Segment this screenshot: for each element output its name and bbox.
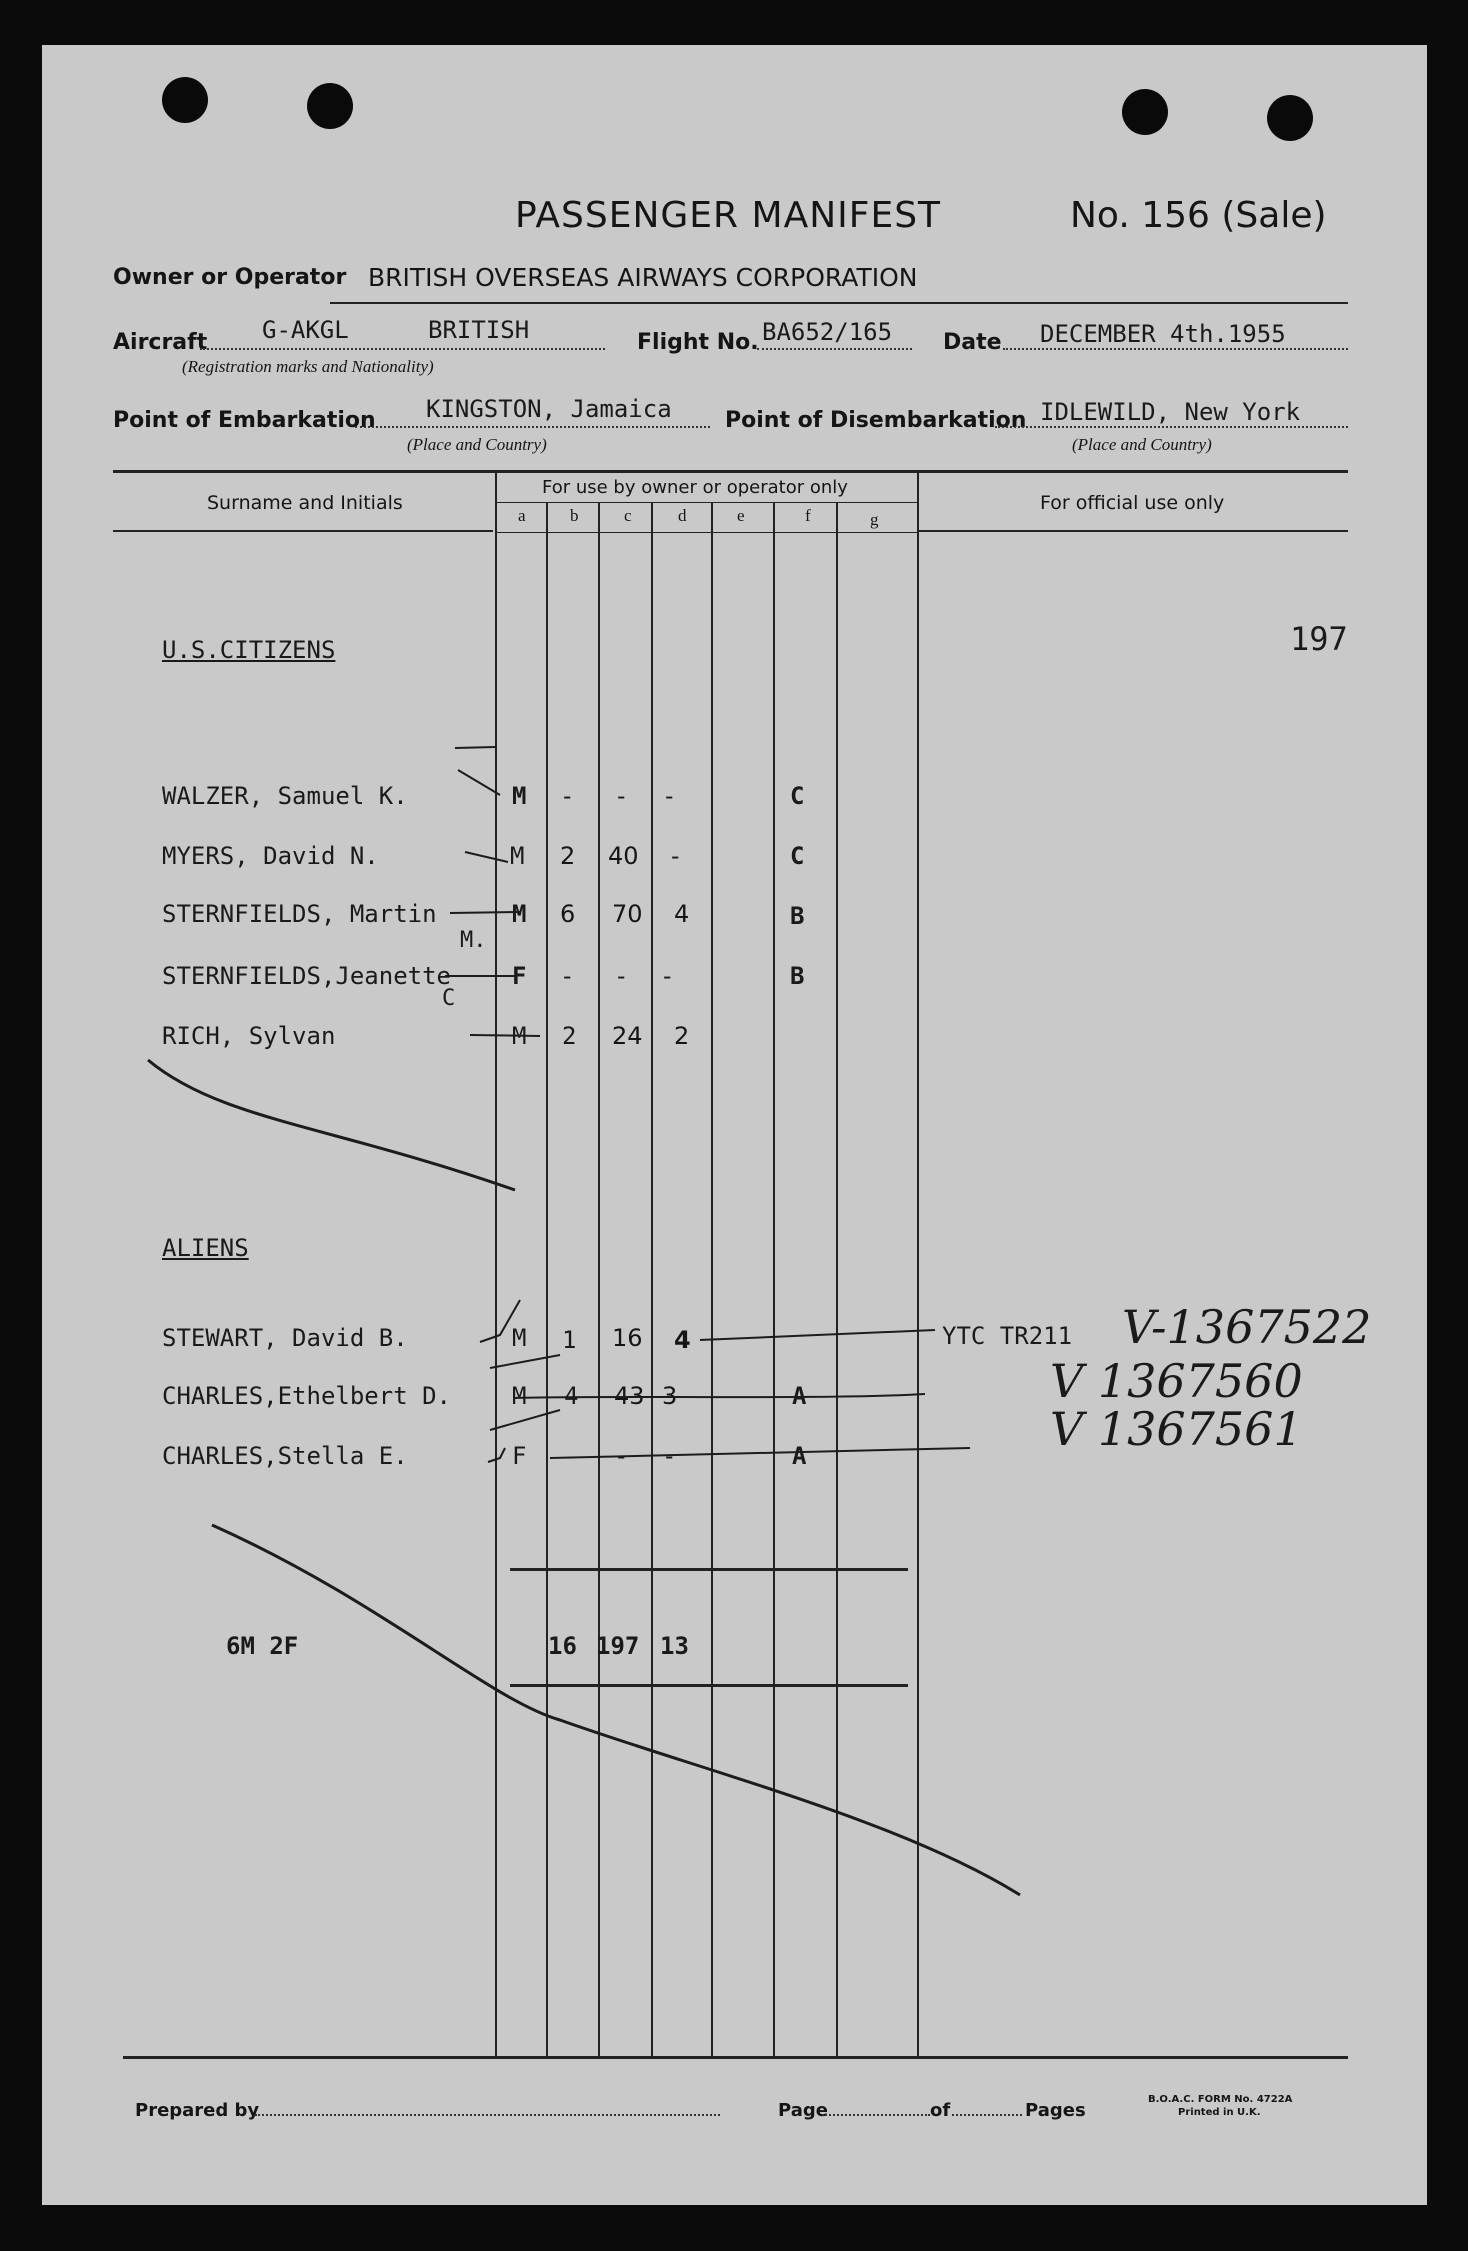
disembark-dots [995,426,1348,428]
prepared-by-label: Prepared by [135,2100,260,2121]
punch-hole [162,77,208,123]
cell-f: A [792,1382,807,1410]
passenger-name: STERNFIELDS,Jeanette [162,962,451,990]
cell-b: - [560,962,575,990]
cell-c: 43 [614,1382,645,1410]
punch-hole [307,83,353,129]
table-header-rule [113,530,493,532]
cell-f: B [790,902,805,930]
cell-f: A [792,1442,807,1470]
aircraft-nationality: BRITISH [428,316,530,344]
cell-b: 4 [564,1382,579,1410]
cell-b: - [564,1442,579,1470]
owner-underline [330,302,1348,304]
col-header-e: e [737,506,745,525]
section-aliens: ALIENS [162,1234,249,1262]
disembark-caption: (Place and Country) [1072,435,1212,454]
cell-c: - [614,962,629,990]
disembark-label: Point of Disembarkation [725,408,1027,433]
cell-b: 1 [562,1326,577,1354]
embark-caption: (Place and Country) [407,435,547,454]
page-label: Page [778,2100,828,2121]
flight-label: Flight No. [637,330,759,355]
totals-bottom-rule [510,1684,908,1687]
cell-a: M [512,900,527,928]
cell-a: M [512,1022,527,1050]
visa-number: V-1367522 [1122,1300,1372,1354]
flight-date: DECEMBER 4th.1955 [1040,320,1286,348]
column-line [495,472,497,2057]
page-dots [822,2114,930,2116]
passenger-name: STEWART, David B. [162,1324,408,1352]
col-header-c: c [624,506,632,525]
visa-number: V 1367561 [1050,1402,1303,1456]
cell-c: - [614,1442,629,1470]
form-number: B.O.A.C. FORM No. 4722A [1148,2094,1293,2105]
punch-hole [1122,89,1168,135]
passenger-name: MYERS, David N. [162,842,379,870]
flight-number: BA652/165 [762,318,893,346]
page-title: PASSENGER MANIFEST [515,195,942,236]
pages-dots [952,2114,1022,2116]
col-header-d: d [678,506,687,525]
total-c: 197 [596,1632,640,1660]
visa-number: V 1367560 [1050,1354,1303,1408]
pages-label: Pages [1025,2100,1086,2121]
cell-a: F [512,962,527,990]
cell-a: M [512,1324,527,1352]
embark-dots [355,426,710,428]
col-header-f: f [805,506,811,525]
col-header-b: b [570,506,579,525]
cell-d: - [662,782,677,810]
owner-use-header: For use by owner or operator only [542,477,848,498]
cell-d: - [660,962,675,990]
name-suffix: C [442,986,456,1011]
total-b: 16 [548,1632,577,1660]
printed-in: Printed in U.K. [1178,2107,1261,2118]
col-header-g: g [870,510,879,529]
disembark-value: IDLEWILD, New York [1040,398,1301,426]
cell-a: F [512,1442,527,1470]
manifest-number: No. 156 (Sale) [1070,195,1327,236]
cell-a: M [510,842,525,870]
official-count: 197 [1290,620,1348,658]
aircraft-registration: G-AKGL [262,316,349,344]
of-label: of [930,2100,951,2121]
aircraft-label: Aircraft [113,330,208,355]
passenger-name: WALZER, Samuel K. [162,782,408,810]
column-line [773,502,775,2057]
cell-c: 16 [612,1324,643,1352]
cell-d: 4 [674,900,690,928]
cell-f: C [790,842,805,870]
prepared-by-dots [255,2114,720,2116]
cell-b: 6 [560,900,576,928]
column-line [917,472,919,2057]
cell-a: M [512,1382,527,1410]
cell-b: 2 [562,1022,577,1050]
col-header-a: a [518,506,526,525]
column-line [598,502,600,2057]
cell-b: - [560,782,575,810]
passenger-name: CHARLES,Ethelbert D. [162,1382,451,1410]
owner-label: Owner or Operator [113,265,347,290]
date-label: Date [943,330,1002,355]
passenger-name: RICH, Sylvan [162,1022,336,1050]
aircraft-dots [200,348,605,350]
cell-b: 2 [560,842,576,870]
official-header: For official use only [1040,492,1225,514]
embark-label: Point of Embarkation [113,408,376,433]
totals-top-rule [510,1568,908,1571]
column-line [651,502,653,2057]
section-us-citizens: U.S.CITIZENS [162,636,336,664]
name-suffix: M. [460,928,487,953]
cell-d: - [662,1442,677,1470]
passenger-name: STERNFIELDS, Martin [162,900,437,928]
flight-dots [757,348,912,350]
passenger-name: CHARLES,Stella E. [162,1442,408,1470]
punch-hole [1267,95,1313,141]
table-top-rule [113,470,1348,473]
cell-d: - [668,842,683,870]
cell-a: M [512,782,527,810]
cell-c: 24 [612,1022,643,1050]
cell-d: 2 [674,1022,690,1050]
date-dots [1003,348,1348,350]
column-line [836,502,838,2057]
cell-c: 40 [608,842,639,870]
totals-label: 6M 2F [226,1632,299,1660]
table-header-rule [918,530,1348,532]
surname-header: Surname and Initials [207,492,403,514]
aircraft-caption: (Registration marks and Nationality) [182,357,434,376]
subheader-rule [495,532,917,533]
cell-f: B [790,962,805,990]
owner-value: BRITISH OVERSEAS AIRWAYS CORPORATION [368,263,918,292]
cell-f: C [790,782,805,810]
embark-value: KINGSTON, Jamaica [426,395,672,423]
cell-c: 70 [612,900,643,928]
official-stamp: YTC TR211 [942,1322,1073,1350]
subheader-rule [495,502,917,503]
column-line [546,502,548,2057]
cell-d: 4 [674,1326,691,1354]
total-d: 13 [660,1632,689,1660]
cell-d: 3 [662,1382,678,1410]
column-line [711,502,713,2057]
cell-c: - [614,782,629,810]
footer-rule [123,2056,1348,2059]
